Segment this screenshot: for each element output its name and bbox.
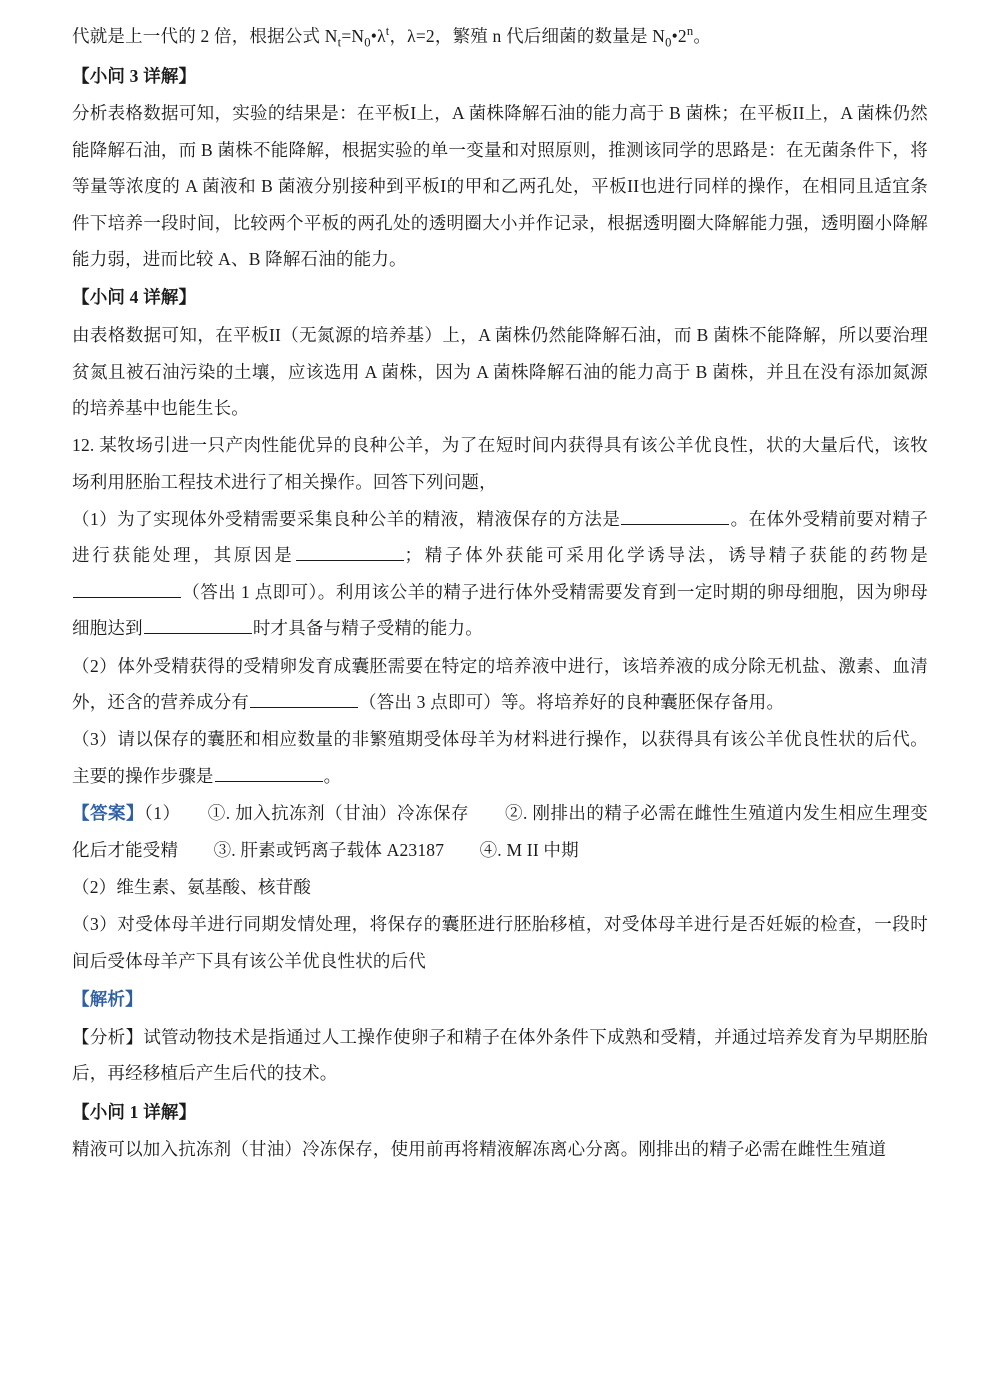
para-question-12-1 <box>72 501 928 647</box>
para-xiaowen-1-body: 精液可以加入抗冻剂（甘油）冷冻保存，使用前再将精液解冻离心分离。刚排出的精子必需在雌性生殖道 <box>72 1139 887 1160</box>
q12-2-seg-1: （答出 3 点即可）等。将培养好的良种囊胚保存备用。 <box>359 692 785 713</box>
para-answer-2: （2）维生素、氨基酸、核苷酸 <box>72 877 312 897</box>
formula-text-end: 。 <box>693 26 712 46</box>
q12-1-seg-3: （答出 1 点即可）。利用该公羊的精子进行体外受精需要发育到一定时期的卵母细胞，因为卵母细胞达到 <box>72 581 928 639</box>
q12-1-seg-2: ；精子体外获能可采用化学诱导法，诱导精子获能的药物是 <box>404 545 929 566</box>
answer-blank-5[interactable] <box>250 688 358 708</box>
formula-text-pre: 代就是上一代的 2 倍，根据公式 N <box>72 26 338 46</box>
heading-analysis: 【解析】 <box>72 989 143 1010</box>
para-question-12-stem: 12. 某牧场引进一只产肉性能优异的良种公羊，为了在短时间内获得具有该公羊优良性，状的大量后代，该牧场利用胚胎工程技术进行了相关操作。回答下列问题， <box>72 435 928 492</box>
formula-text-mid1: =N <box>341 26 365 46</box>
formula-sub-zero-2: 0 <box>665 35 672 50</box>
formula-sub-zero-1: 0 <box>364 35 371 50</box>
q12-1-seg-1: 。在体外受精前要对精子进行获能处理，其原因是 <box>72 509 928 566</box>
answer-blank-6[interactable] <box>215 762 323 782</box>
para-question-12-2 <box>72 648 928 721</box>
heading-xiaowen-1: 【小问 1 详解】 <box>72 1101 197 1122</box>
q12-1-seg-0: （1）为了实现体外受精需要采集良种公羊的精液，精液保存的方法是 <box>72 509 621 530</box>
q12-3-seg-0: （3）请以保存的囊胚和相应数量的非繁殖期受体母羊为材料进行操作，以获得具有该公羊优良性状的后代。主要的操作步骤是 <box>72 729 928 786</box>
heading-xiaowen-4: 【小问 4 详解】 <box>72 287 197 308</box>
heading-xiaowen-3: 【小问 3 详解】 <box>72 65 197 86</box>
para-question-12-3 <box>72 721 928 794</box>
para-formula-continuation <box>72 18 928 56</box>
formula-text-mid4: •2 <box>671 26 687 46</box>
formula-sup-n: n <box>686 24 694 39</box>
q12-2-seg-0: （2）体外受精获得的受精卵发育成囊胚需要在特定的培养液中进行，该培养液的成分除无机盐、激素、血清外，还含的营养成分有 <box>72 655 928 713</box>
q12-3-seg-1: 。 <box>323 765 342 786</box>
answer-1-text: （1） ①. 加入抗冻剂（甘油）冷冻保存 ②. 刚排出的精子必需在雌性生殖道内发生相应生理变化后才能受精 ③. 肝素或钙离子载体 A23187 ④. M II 中期 <box>72 803 928 860</box>
answer-blank-1[interactable] <box>621 505 729 525</box>
para-answer-3: （3）对受体母羊进行同期发情处理，将保存的囊胚进行胚胎移植，对受体母羊进行是否妊娠的检查，一段时间后受体母羊产下具有该公羊优良性状的后代 <box>72 914 928 971</box>
answer-blank-3[interactable] <box>73 578 181 598</box>
formula-text-mid3: ，λ=2，繁殖 n 代后细菌的数量是 N <box>389 26 666 46</box>
answer-label: 【答案】 <box>72 803 144 824</box>
para-analysis-body: 【分析】试管动物技术是指通过人工操作使卵子和精子在体外条件下成熟和受精，并通过培养发育为早期胚胎后，再经移植后产生后代的技术。 <box>72 1026 928 1084</box>
formula-text-mid2: •λ <box>370 26 386 46</box>
answer-blank-4[interactable] <box>144 614 252 634</box>
formula-sup-t: t <box>385 24 390 39</box>
para-xiaowen-4-body: 由表格数据可知，在平板II（无氮源的培养基）上，A 菌株仍然能降解石油，而 B 菌株不能降解，所以要治理贫氮且被石油污染的土壤，应该选用 A 菌株，因为 A 菌株降解石油的能力高于 B 菌株，并且在没有添加氮源的培养基中也能生长。 <box>72 325 928 418</box>
answer-blank-2[interactable] <box>296 541 404 561</box>
formula-sub-t: t <box>337 35 342 50</box>
q12-1-seg-4: 时才具备与精子受精的能力。 <box>252 618 483 639</box>
para-xiaowen-3-body: 分析表格数据可知，实验的结果是：在平板I上，A 菌株降解石油的能力高于 B 菌株；在平板II上，A 菌株仍然能降解石油，而 B 菌株不能降解，根据实验的单一变量和对照原则，推测该同学的思路是：在无菌条件下，将等量等浓度的 A 菌液和 B 菌液分别接种到平板I的甲和乙两孔处，平板II也进行同样的操作，在相同且适宜条件下培养一段时间，比较两个平板的两孔处的透明圈大小并作记录，根据透明圈大降解能力强，透明圈小降解能力弱，进而比较 A、B 降解石油的能力。 <box>72 103 928 269</box>
para-answer-1 <box>72 795 928 868</box>
